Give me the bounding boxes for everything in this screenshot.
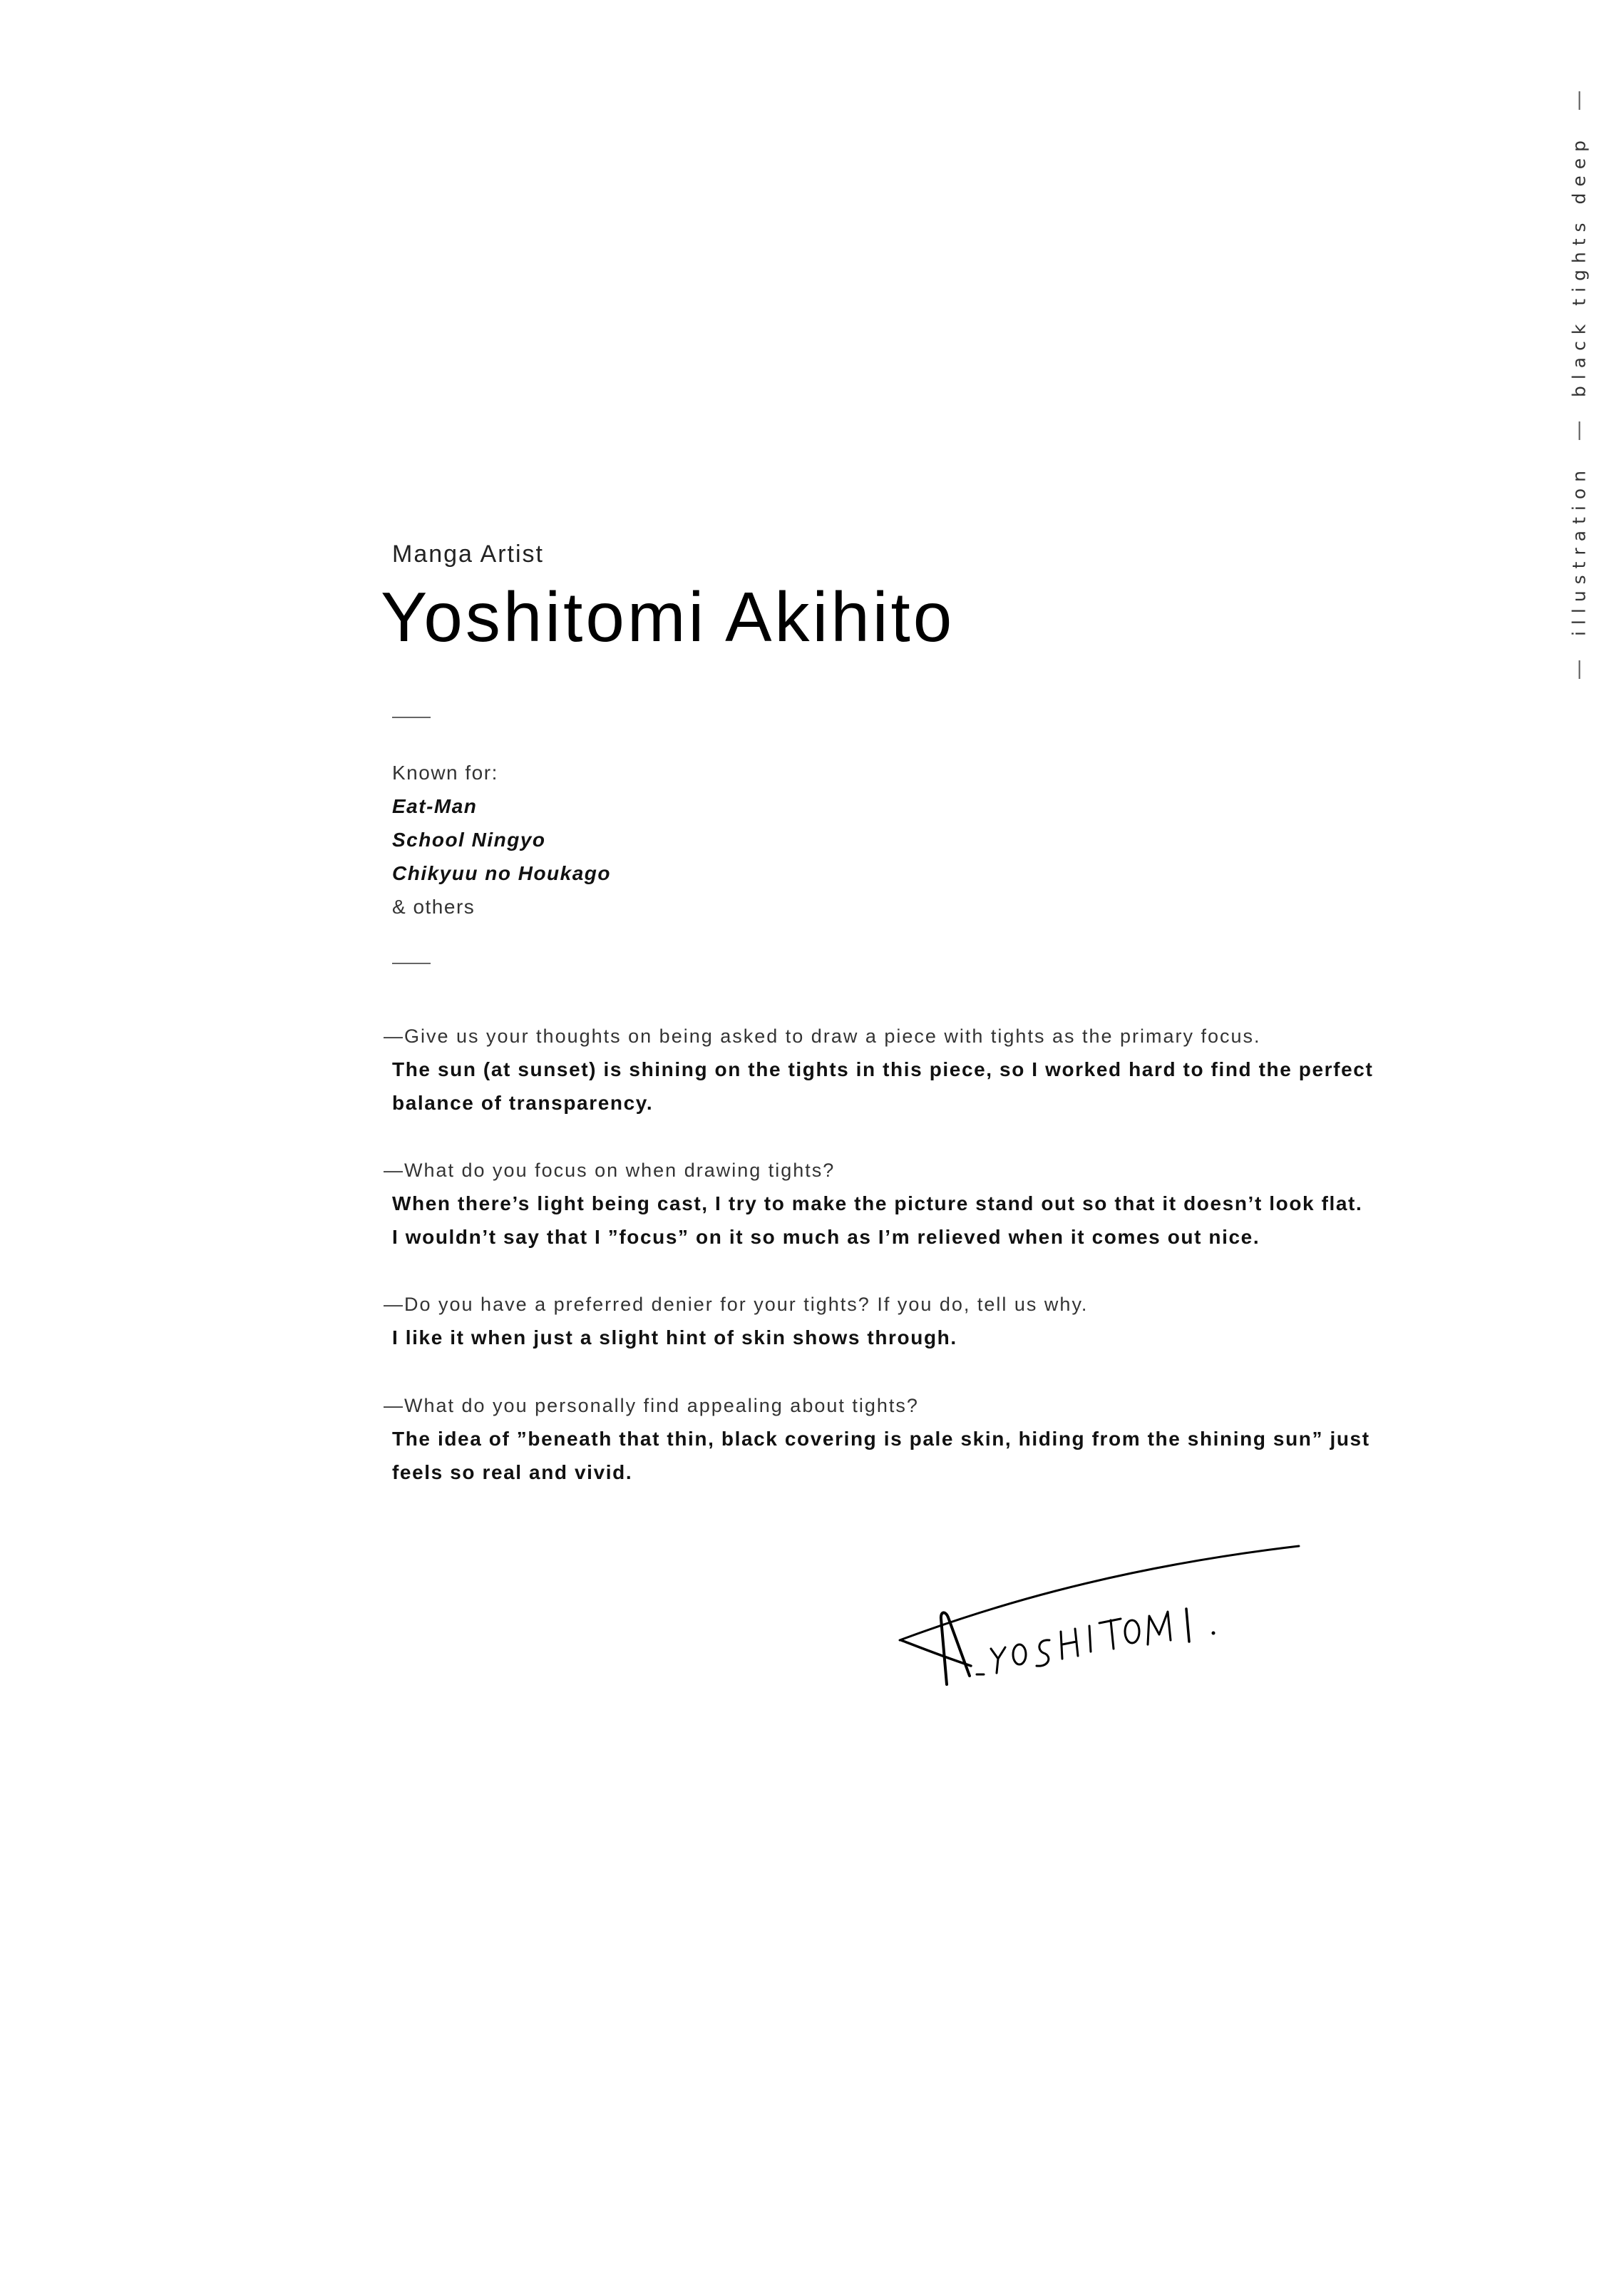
side-divider bbox=[1578, 91, 1580, 110]
handwritten-signature bbox=[891, 1533, 1319, 1697]
side-label-title: black tights deep bbox=[1568, 133, 1590, 398]
answer-line: The sun (at sunset) is shining on the tights in this piece, so I worked hard to find the perfect bbox=[392, 1058, 1374, 1080]
answer-line: balance of transparency. bbox=[392, 1092, 654, 1114]
question: —Give us your thoughts on being asked to draw a piece with tights as the primary focus. bbox=[384, 1025, 1261, 1047]
qa-block bbox=[384, 1154, 1424, 1254]
artist-role: Manga Artist bbox=[392, 541, 544, 568]
known-for bbox=[392, 756, 611, 923]
question: —What do you focus on when drawing tights? bbox=[384, 1160, 836, 1181]
answer-line: I like it when just a slight hint of skin shows through. bbox=[392, 1326, 957, 1349]
known-for-label: Known for: bbox=[392, 762, 498, 784]
side-divider bbox=[1578, 660, 1580, 679]
divider bbox=[392, 963, 431, 964]
qa-block bbox=[384, 1020, 1424, 1120]
work-title: School Ningyo bbox=[392, 829, 546, 851]
question: —Do you have a preferred denier for your tights? If you do, tell us why. bbox=[384, 1294, 1089, 1315]
answer-line: feels so real and vivid. bbox=[392, 1461, 633, 1483]
qa-block bbox=[384, 1288, 1424, 1354]
divider bbox=[392, 717, 431, 718]
question: —What do you personally find appealing about tights? bbox=[384, 1395, 919, 1416]
work-title: Eat-Man bbox=[392, 795, 478, 817]
answer-line: When there’s light being cast, I try to make the picture stand out so that it doesn’t look flat. bbox=[392, 1192, 1363, 1214]
others-note: & others bbox=[392, 896, 476, 918]
works-list bbox=[392, 789, 611, 890]
qa-block bbox=[384, 1389, 1424, 1489]
side-label-section: illustration bbox=[1568, 464, 1590, 637]
artist-name: Yoshitomi Akihito bbox=[381, 578, 955, 656]
side-divider bbox=[1578, 421, 1580, 440]
side-label bbox=[1565, 121, 1593, 649]
work-title: Chikyuu no Houkago bbox=[392, 862, 611, 884]
answer-line: The idea of ”beneath that thin, black covering is pale skin, hiding from the shining sun” just bbox=[392, 1428, 1370, 1450]
answer-line: I wouldn’t say that I ”focus” on it so much as I’m relieved when it comes out nice. bbox=[392, 1226, 1260, 1248]
